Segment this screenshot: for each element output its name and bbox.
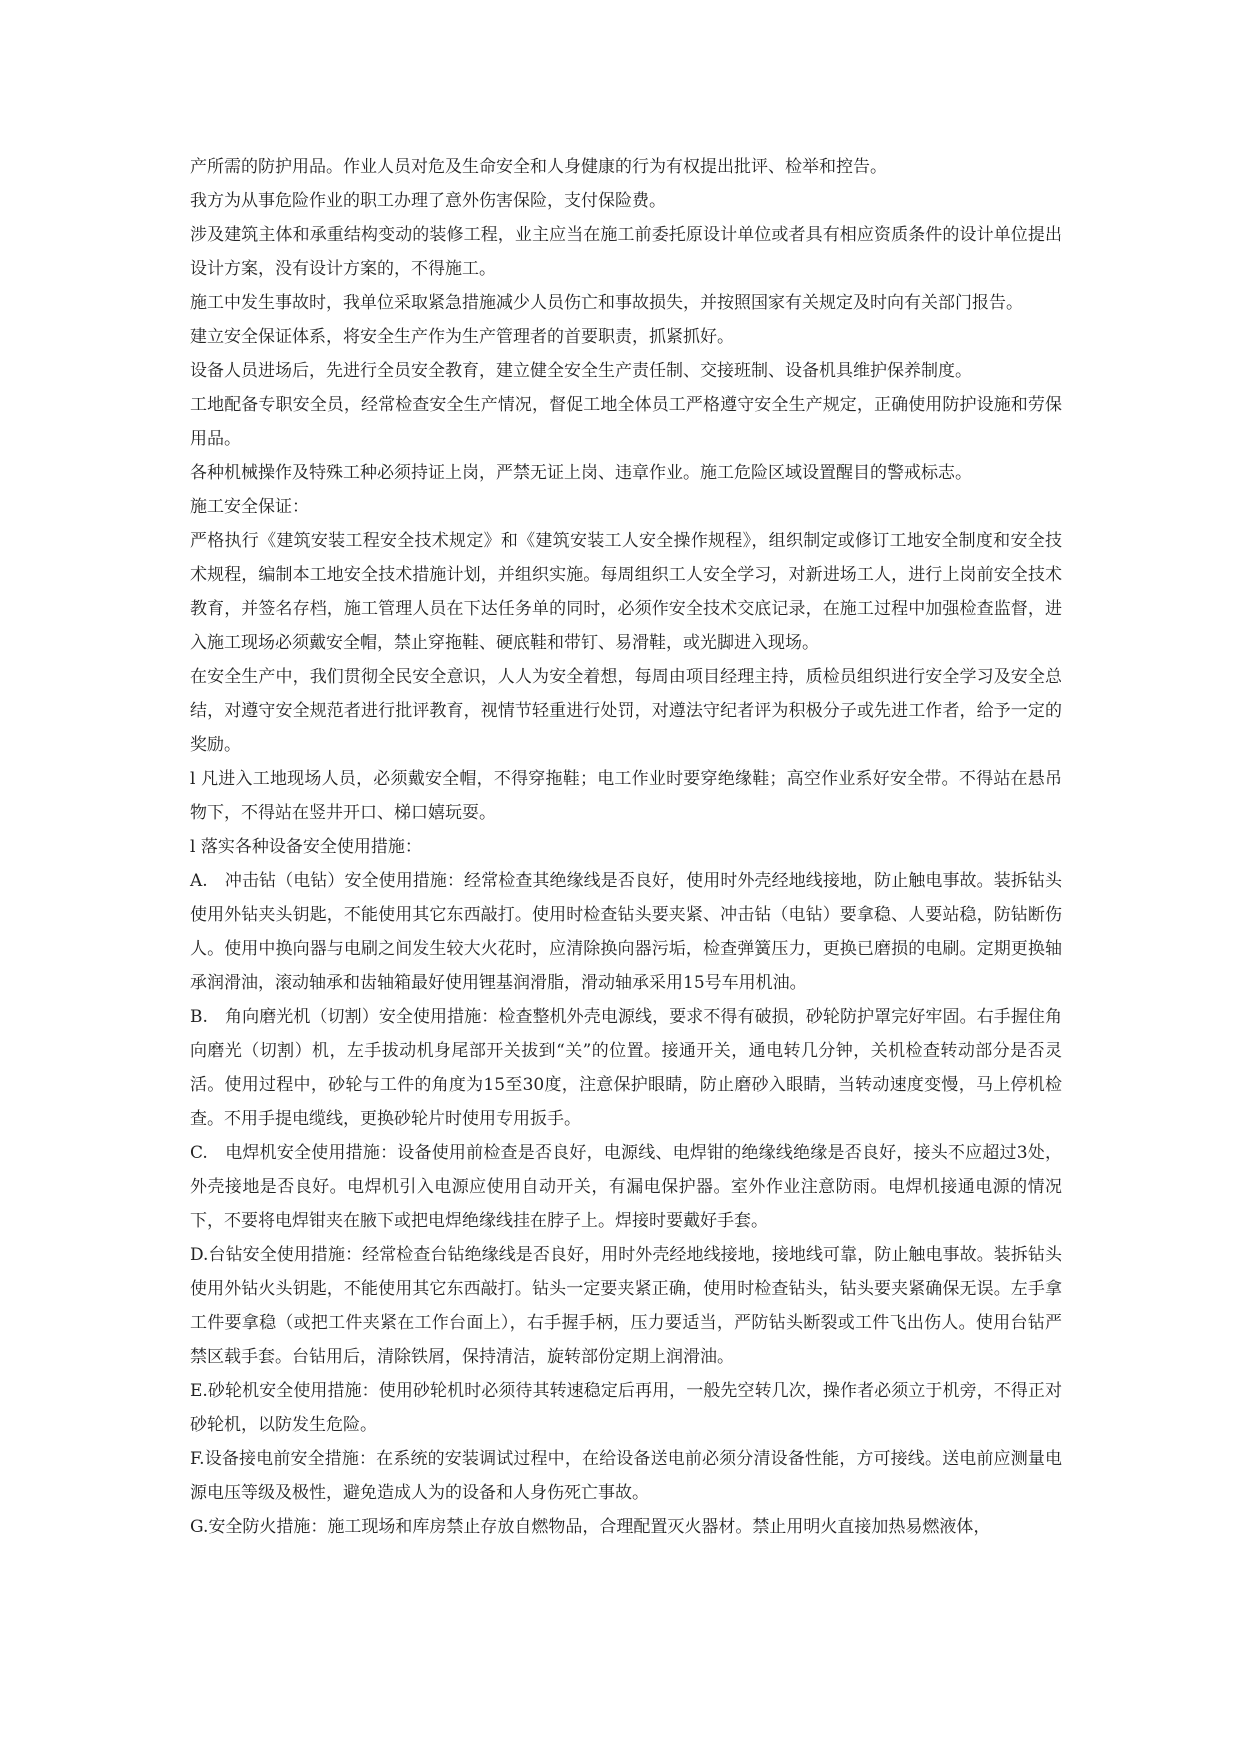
paragraph-10: 严格执行《建筑安装工程安全技术规定》和《建筑安装工人安全操作规程》，组织制定或修订工地安全制度和安全技术规程，编制本工地安全技术措施计划，并组织实施。每周组织工人安全学习，对新进场工人，进行上岗前安全技术教育，并签名存档，施工管理人员在下达任务单的同时，必须作安全技术交底记录，在施工过程中加强检查监督，进入施工现场必须戴安全帽，禁止穿拖鞋、硬底鞋和带钉、易滑鞋，或光脚进入现场。 — [190, 531, 1062, 653]
measure-d: D.台钻安全使用措施：经常检查台钻绝缘线是否良好，用时外壳经地线接地，接地线可靠，防止触电事故。装拆钻头使用外钻火头钥匙，不能使用其它东西敲打。钻头一定要夹紧正确，使用时检查钻头，钻头要夹紧确保无误。左手拿工件要拿稳（或把工件夹紧在工作台面上），右手握手柄，压力要适当，严防钻头断裂或工件飞出伤人。使用台钻严禁区载手套。台钻用后，清除铁屑，保持清洁，旋转部份定期上润滑油。 — [190, 1245, 1062, 1367]
document-page — [190, 150, 1062, 1544]
measure-g: G.安全防火措施：施工现场和库房禁止存放自燃物品，合理配置灭火器材。禁止用明火直接加热易燃液体， — [190, 1517, 991, 1537]
measure-b: B. 角向磨光机（切割）安全使用措施：检查整机外壳电源线，要求不得有破损，砂轮防护罩完好牢固。右手握住角向磨光（切割）机，左手拔动机身尾部开关拔到“关”的位置。接通开关，通电转几分钟，关机检查转动部分是否灵活。使用过程中，砂轮与工件的角度为15至30度，注意保护眼睛，防止磨砂入眼睛，当转动速度变慢，马上停机检查。不用手提电缆线，更换砂轮片时使用专用扳手。 — [190, 1007, 1062, 1129]
paragraph-2: 我方为从事危险作业的职工办理了意外伤害保险，支付保险费。 — [190, 191, 666, 211]
bullet-item-2: l 落实各种设备安全使用措施： — [190, 837, 422, 857]
paragraph-5: 建立安全保证体系，将安全生产作为生产管理者的首要职责，抓紧抓好。 — [190, 327, 734, 347]
paragraph-11: 在安全生产中，我们贯彻全民安全意识，人人为安全着想，每周由项目经理主持，质检员组织进行安全学习及安全总结，对遵守安全规范者进行批评教育，视情节轻重进行处罚，对遵法守纪者评为积极分子或先进工作者，给予一定的奖励。 — [190, 667, 1062, 755]
bullet-item-1: l 凡进入工地现场人员，必须戴安全帽，不得穿拖鞋；电工作业时要穿绝缘鞋；高空作业系好安全带。不得站在悬吊物下，不得站在竖井开口、梯口嬉玩耍。 — [190, 769, 1062, 823]
paragraph-1: 产所需的防护用品。作业人员对危及生命安全和人身健康的行为有权提出批评、检举和控告。 — [190, 157, 887, 177]
paragraph-4: 施工中发生事故时，我单位采取紧急措施减少人员伤亡和事故损失，并按照国家有关规定及时向有关部门报告。 — [190, 293, 1023, 313]
paragraph-3: 涉及建筑主体和承重结构变动的装修工程，业主应当在施工前委托原设计单位或者具有相应资质条件的设计单位提出设计方案，没有设计方案的，不得施工。 — [190, 225, 1062, 279]
measure-c: C. 电焊机安全使用措施：设备使用前检查是否良好，电源线、电焊钳的绝缘线绝缘是否良好，接头不应超过3处，外壳接地是否良好。电焊机引入电源应使用自动开关，有漏电保护器。室外作业注意防雨。电焊机接通电源的情况下，不要将电焊钳夹在腋下或把电焊绝缘线挂在脖子上。焊接时要戴好手套。 — [190, 1143, 1062, 1231]
section-heading: 施工安全保证： — [190, 497, 309, 517]
measure-e: E.砂轮机安全使用措施：使用砂轮机时必须待其转速稳定后再用，一般先空转几次，操作者必须立于机旁，不得正对砂轮机，以防发生危险。 — [190, 1381, 1062, 1435]
paragraph-6: 设备人员进场后，先进行全员安全教育，建立健全安全生产责任制、交接班制、设备机具维护保养制度。 — [190, 361, 972, 381]
paragraph-8: 各种机械操作及特殊工种必须持证上岗，严禁无证上岗、违章作业。施工危险区域设置醒目的警戒标志。 — [190, 463, 972, 483]
paragraph-7: 工地配备专职安全员，经常检查安全生产情况，督促工地全体员工严格遵守安全生产规定，正确使用防护设施和劳保用品。 — [190, 395, 1062, 449]
measure-f: F.设备接电前安全措施：在系统的安装调试过程中，在给设备送电前必须分清设备性能，方可接线。送电前应测量电源电压等级及极性，避免造成人为的设备和人身伤死亡事故。 — [190, 1449, 1062, 1503]
measure-a: A. 冲击钻（电钻）安全使用措施：经常检查其绝缘线是否良好，使用时外壳经地线接地，防止触电事故。装拆钻头使用外钻夹头钥匙，不能使用其它东西敲打。使用时检查钻头要夹紧、冲击钻（电钻）要拿稳、人要站稳，防钻断伤人。使用中换向器与电刷之间发生较大火花时，应清除换向器污垢，检查弹簧压力，更换已磨损的电刷。定期更换轴承润滑油，滚动轴承和齿轴箱最好使用锂基润滑脂，滑动轴承采用15号车用机油。 — [190, 871, 1062, 993]
